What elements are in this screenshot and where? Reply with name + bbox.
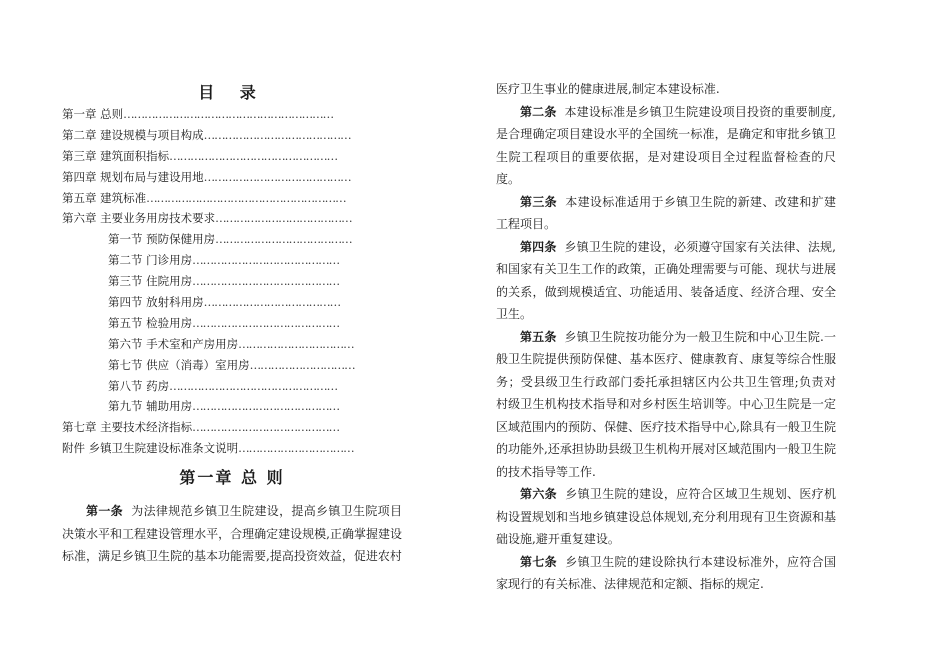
toc-entry-label: 第七章 主要技术经济指标 xyxy=(62,420,193,435)
toc-entry xyxy=(62,417,402,438)
toc-leader-dots: ………………………………… xyxy=(203,295,341,310)
toc-section-label: 第三节 住院用房 xyxy=(108,274,193,289)
article-4 xyxy=(496,236,836,326)
article-heading: 第二条 xyxy=(520,104,557,119)
article-text: 乡镇卫生院的建设除执行本建设标准外，应符合国家现行的有关标准、法律规范和定额、指标的规定. xyxy=(496,554,836,591)
toc-section xyxy=(62,313,402,334)
toc-section-label: 第七节 供应（消毒）室用房 xyxy=(108,357,250,372)
toc-leader-dots: …………………………… xyxy=(238,336,354,351)
article-heading: 第一条 xyxy=(86,504,123,518)
article-heading: 第三条 xyxy=(520,194,557,209)
table-of-contents xyxy=(62,104,402,459)
toc-leader-dots: ………………………………… xyxy=(215,211,352,226)
article-heading: 第五条 xyxy=(520,329,557,344)
toc-leader-dots: …………………………………… xyxy=(192,399,340,414)
toc-entry xyxy=(62,167,402,188)
toc-section-label: 第二节 门诊用房 xyxy=(108,253,193,268)
article-heading: 第六条 xyxy=(520,487,557,501)
left-column-body xyxy=(62,500,402,568)
toc-entry xyxy=(62,125,402,146)
toc-leader-dots: …………………………………… xyxy=(192,274,340,289)
toc-entry-label: 附件 乡镇卫生院建设标准条文说明 xyxy=(62,441,239,456)
toc-section xyxy=(62,334,402,355)
toc-title: 目 录 xyxy=(198,83,266,102)
article-7 xyxy=(496,551,836,596)
toc-leader-dots: …………………………… xyxy=(238,441,354,456)
toc-entry-label: 第六章 主要业务用房技术要求 xyxy=(62,211,216,226)
toc-section xyxy=(62,355,402,376)
toc-entry xyxy=(62,208,402,229)
toc-section-label: 第五节 检验用房 xyxy=(108,315,193,330)
article-text: 乡镇卫生院按功能分为一般卫生院和中心卫生院.一般卫生院提供预防保健、基本医疗、健康教育、康复等综合性服务；受县级卫生行政部门委托承担辖区内公共卫生管理;负责对村级卫生机构技术指导和对乡村医生培训等。中心卫生院是一定区域范围内的预防、保健、医疗技术指导中心,除具有一般卫生院的功能外,还承担协助县级卫生机构开展对区域范围内一般卫生院的技术指导等工作. xyxy=(496,329,836,479)
article-2 xyxy=(496,101,836,191)
toc-section xyxy=(62,292,402,313)
toc-leader-dots: …………………………………… xyxy=(192,420,340,435)
toc-entry-label: 第三章 建筑面积指标 xyxy=(62,148,170,163)
toc-section-label: 第九节 辅助用房 xyxy=(108,399,193,414)
toc-entry xyxy=(62,146,402,167)
toc-leader-dots: ………………………… xyxy=(249,357,355,372)
toc-entry-label: 第四章 规划布局与建设用地 xyxy=(62,169,204,184)
toc-leader-dots: ………………………………………………… xyxy=(146,190,346,205)
article-heading: 第七条 xyxy=(520,554,557,569)
toc-section-label: 第八节 药房 xyxy=(108,378,170,393)
toc-leader-dots: …………………………………………………… xyxy=(123,107,334,121)
article-text: 本建设标准是乡镇卫生院建设项目投资的重要制度,是合理确定项目建设水平的全国统一标准，是确定和审批乡镇卫生院工程项目的重要依据，是对建设项目全过程监督检查的尺度。 xyxy=(496,104,836,186)
toc-entry xyxy=(62,188,402,209)
toc-entry-label: 第二章 建设规模与项目构成 xyxy=(62,127,204,142)
toc-leader-dots: …………………………………… xyxy=(203,127,351,142)
continued-text: 医疗卫生事业的健康进展,制定本建设标准. xyxy=(496,82,720,96)
toc-section-label: 第四节 放射科用房 xyxy=(108,295,204,310)
toc-entry xyxy=(62,438,402,459)
chapter-title: 第一章 总 则 xyxy=(179,468,285,487)
toc-leader-dots: ………………………………………… xyxy=(169,148,338,163)
toc-leader-dots: ………………………………………… xyxy=(169,378,338,393)
article-text: 为法律规范乡镇卫生院建设，提高乡镇卫生院项目决策水平和工程建设管理水平，合理确定建设规模,正确掌握建设标准，满足乡镇卫生院的基本功能需要,提高投资效益，促进农村 xyxy=(62,504,402,563)
toc-section xyxy=(62,250,402,271)
toc-section xyxy=(62,396,402,417)
toc-leader-dots: …………………………………… xyxy=(192,315,340,330)
toc-section-label: 第一节 预防保健用房 xyxy=(108,232,216,247)
toc-section-label: 第六节 手术室和产房用房 xyxy=(108,336,239,351)
toc-leader-dots: ………………………………… xyxy=(215,232,352,247)
article-3 xyxy=(496,191,836,236)
article-1 xyxy=(62,500,402,568)
toc-section xyxy=(62,229,402,250)
article-text: 乡镇卫生院的建设，必须遵守国家有关法律、法规,和国家有关卫生工作的政策，正确处理需要与可能、现状与进展的关系，做到规模适宜、功能适用、装备适度、经济合理、安全卫生。 xyxy=(496,239,836,321)
toc-entry-label: 第五章 建筑标准 xyxy=(62,190,147,205)
toc-leader-dots: …………………………………… xyxy=(192,253,340,268)
article-heading: 第四条 xyxy=(520,239,557,254)
article-5 xyxy=(496,326,836,484)
toc-section xyxy=(62,271,402,292)
toc-entry xyxy=(62,104,402,125)
right-column-body xyxy=(496,78,836,596)
toc-section xyxy=(62,376,402,397)
article-text: 本建设标准适用于乡镇卫生院的新建、改建和扩建工程项目。 xyxy=(496,194,836,231)
toc-leader-dots: …………………………………… xyxy=(203,169,351,184)
article-6 xyxy=(496,483,836,551)
toc-entry-label: 第一章 总则 xyxy=(62,107,124,121)
article-text: 乡镇卫生院的建设，应符合区域卫生规划、医疗机构设置规划和当地乡镇建设总体规划,充分利用现有卫生资源和基础设施,避开重复建设。 xyxy=(496,487,836,546)
